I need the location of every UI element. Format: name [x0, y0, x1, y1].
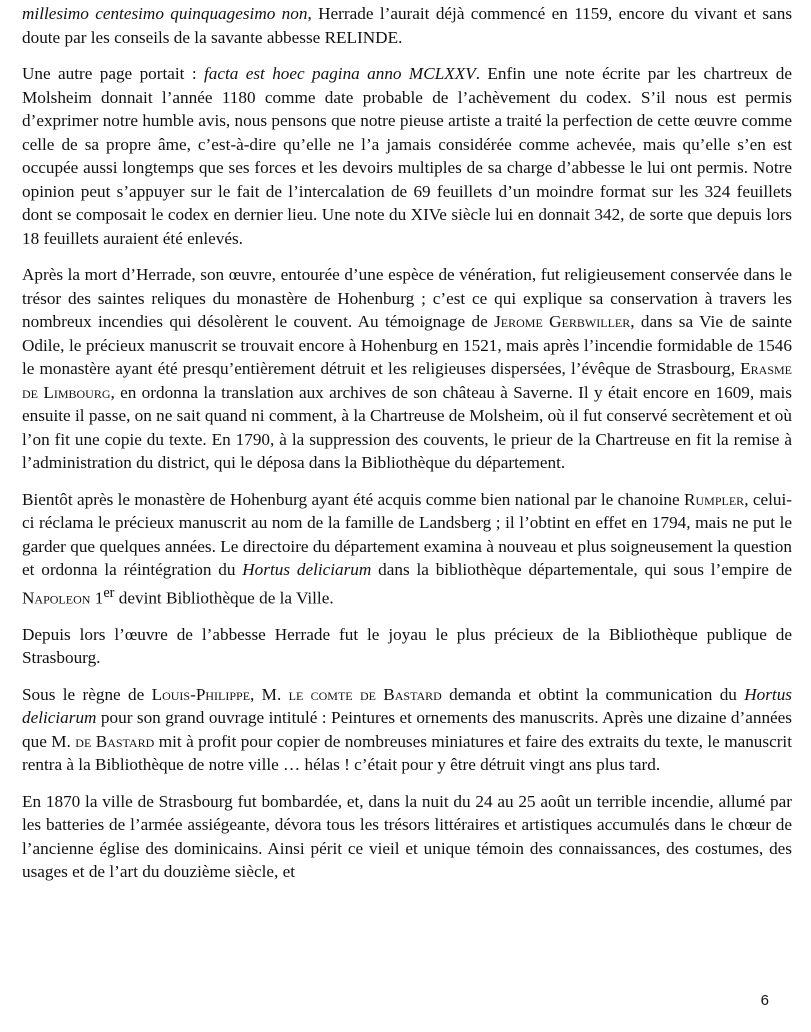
text-run: , M.: [250, 684, 289, 704]
text-run: , Herrade l’aurait déjà commencé en 1159, encore du vivant et sans doute par les conseils de la savante abbesse RELINDE.: [22, 4, 793, 47]
text-run: pour son grand ouvrage intitulé : Peintures et ornements des manuscrits. Après une dizaine d’années que M.: [22, 708, 792, 751]
text-run: mit à profit pour copier de nombreuses miniatures et faire des extraits du texte, le manuscrit rentra à la Bibliothèque de notre ville … hélas ! c’était pour y être détruit vingt ans plus tard.: [22, 731, 792, 775]
text-run: devint Bibliothèque de la Ville.: [114, 588, 334, 608]
text-run: Sous le règne de: [22, 684, 152, 704]
person-name: Rumpler: [684, 489, 745, 509]
document-body: [22, 2, 792, 897]
work-title: Hortus deliciarum: [242, 560, 372, 579]
text-run: , dans sa Vie de sainte Odile, le précieux manuscrit se trouvait encore à Hohenburg en 1521, mais après l’incendie formidable de 1546 le monastère ayant été presqu’entièrement détruit et les religieuses dispersées, l’évêque de Strasbourg,: [22, 312, 793, 378]
person-name: Napoleon: [22, 588, 91, 608]
person-name: Jerome Gerbwiller: [494, 312, 631, 331]
text-run: En 1870 la ville de Strasbourg fut bombardée, et, dans la nuit du 24 au 25 août un terrible incendie, allumé par les batteries de l’armée assiégeante, dévora tous les trésors littéraires et artistiques accumulés dans le chœur de l’ancienne église des dominicains. Ainsi périt ce vieil et unique témoin des connaissances, des costumes, des usages et de l’art du douzième siècle, et: [22, 791, 792, 882]
latin-phrase: millesimo centesimo quinquagesimo non: [22, 4, 308, 23]
paragraph: [22, 263, 792, 475]
text-run: , en ordonna la translation aux archives de son château à Saverne. Il y était encore en 1609, mais ensuite il passe, on ne sait quand ni comment, à la Chartreuse de Molsheim, où il fut conservé secrètement et où l’on fit une copie du texte. En 1790, à la suppression des couvents, le prieur de la Chartreuse en fit la remise à l’administration du district, qui le déposa dans la Bibliothèque du département.: [22, 382, 792, 472]
paragraph: [22, 790, 792, 884]
text-run: . Enfin une note écrite par les chartreux de Molsheim donnait l’année 1180 comme date probable de l’achèvement du codex. S’il nous est permis d’exprimer notre humble avis, nous pensons que notre pieuse artiste a traité la perfection de cette œuvre comme celle de sa propre âme, c’est-à-dire qu’elle ne l’a jamais considérée comme achevée, mais qu’elle s’en est occupée aussi longtemps que ses forces et les devoirs multiples de sa charge d’abbesse le lui ont permis. Notre opinion peut s’appuyer sur le fait de l’intercalation de 69 feuillets d’un moindre format sur les 324 feuillets dont se composait le codex en dernier lieu. Une note du XIVe siècle lui en donnait 342, de sorte que depuis lors 18 feuillets auraient été enlevés.: [22, 64, 792, 248]
work-title: Hortus deliciarum: [22, 684, 792, 728]
text-run: Depuis lors l’œuvre de l’abbesse Herrade fut le joyau le plus précieux de la Bibliothèque publique de Strasbourg.: [22, 624, 792, 668]
paragraph: [22, 488, 792, 610]
text-run: demanda et obtint la communication du: [441, 684, 745, 704]
text-run: dans la bibliothèque départementale, qui sous l’empire de: [371, 560, 792, 579]
page-number: 6: [760, 992, 769, 1009]
person-name: le comte de Bastard: [288, 684, 442, 704]
person-name: Erasme de Limbourg: [22, 359, 792, 402]
person-name: de Bastard: [75, 731, 155, 751]
person-name: Louis-Philippe: [151, 684, 251, 704]
text-run: Après la mort d’Herrade, son œuvre, entourée d’une espèce de vénération, fut religieusement conservée dans le trésor des saintes reliques du monastère de Hohenburg ; c’est ce qui explique sa conservation à travers les nombreux incendies qui désolèrent le couvent. Au témoignage de: [22, 265, 792, 331]
ordinal-superscript: er: [103, 584, 115, 601]
paragraph: [22, 62, 792, 250]
text-run: Une autre page portait :: [22, 64, 204, 83]
paragraph: [22, 623, 792, 670]
text-run: 1: [90, 588, 104, 608]
text-run: Bientôt après le monastère de Hohenburg ayant été acquis comme bien national par le chanoine: [22, 489, 685, 509]
latin-phrase: facta est hoec pagina anno MCLXXV: [203, 64, 476, 83]
text-run: , celui-ci réclama le précieux manuscrit au nom de la famille de Landsberg ; il l’obtint en effet en 1794, mais ne put le garder que quelques années. Le directoire du département examina à nouveau et plus soigneusement la question et ordonna la réintégration du: [22, 489, 792, 579]
paragraph: [22, 2, 792, 49]
paragraph: [22, 683, 792, 777]
